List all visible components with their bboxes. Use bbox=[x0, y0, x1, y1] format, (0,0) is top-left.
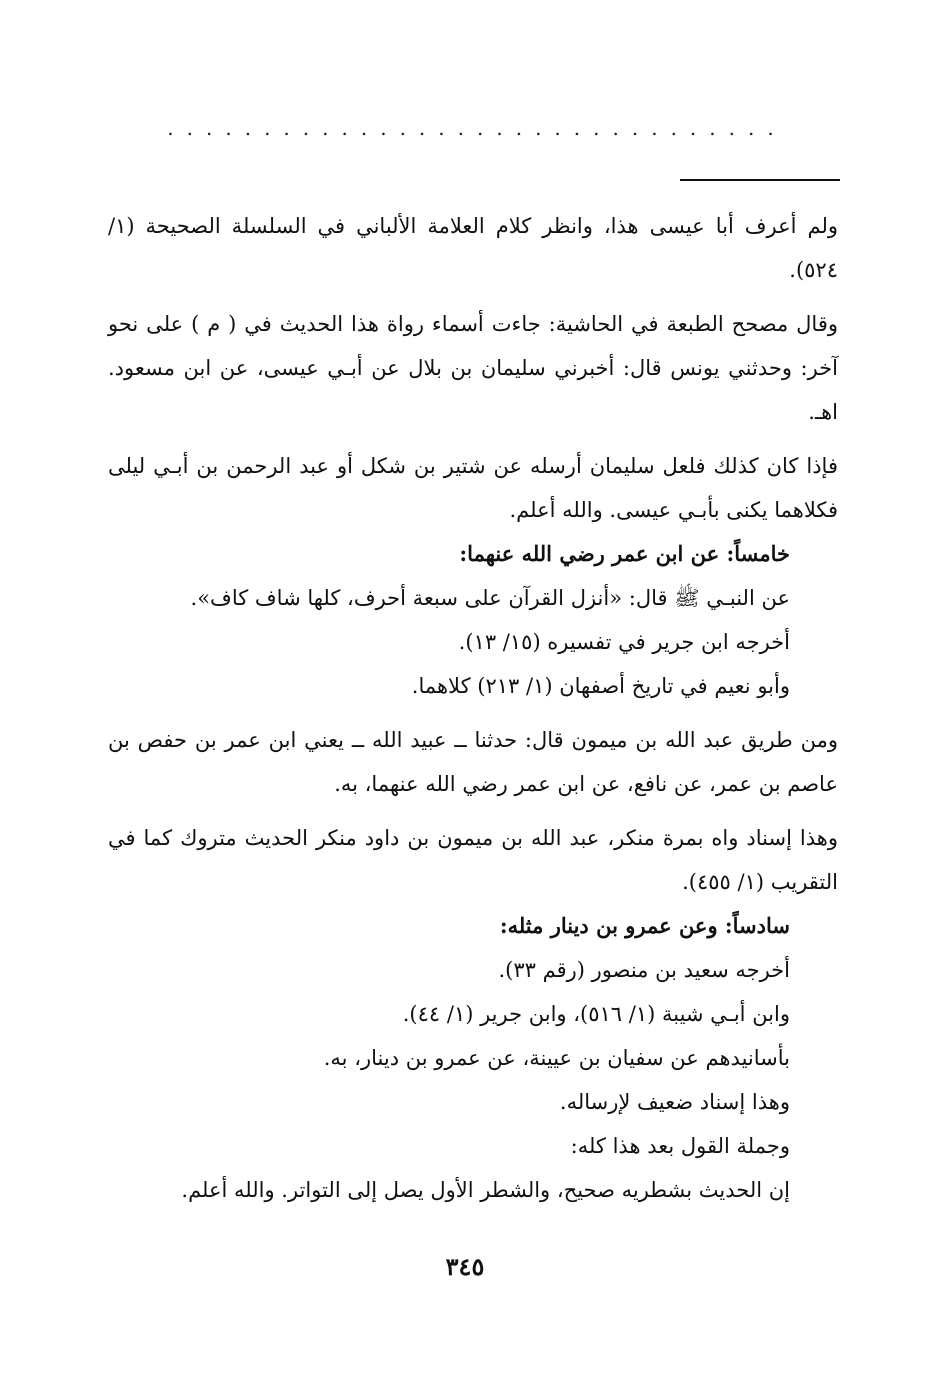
final-conclusion: إن الحديث بشطريه صحيح، والشطر الأول يصل إلى التواتر. والله أعلم. bbox=[181, 1178, 790, 1202]
asanid-sufyan: بأسانيدهم عن سفيان بن عيينة، عن عمرو بن دينار، به. bbox=[323, 1046, 790, 1070]
paragraph-sulayman-conclusion: فإذا كان كذلك فلعل سليمان أرسله عن شتير بن شكل أو عبد الرحمن بن أبـي ليلى فكلاهما يكنى بأبـي عيسى. والله أعلم. bbox=[108, 454, 838, 522]
summary-lead: وجملة القول بعد هذا كله: bbox=[570, 1134, 790, 1158]
heading-sixth: سادساً: وعن عمرو بن دينار مثله: bbox=[499, 913, 790, 938]
paragraph-isnad-grading: وهذا إسناد واه بمرة منكر، عبد الله بن ميمون بن داود منكر الحديث متروك كما في التقريب (١/ ٤٥٥). bbox=[108, 826, 838, 894]
paragraph-isnad-maymun: ومن طريق عبد الله بن ميمون قال: حدثنا ــ عبيد الله ــ يعني ابن عمر بن حفص بن عاصم بن عمر، عن نافع، عن ابن عمر رضي الله عنهما، به. bbox=[108, 728, 838, 796]
page-number: ٣٤٥ bbox=[445, 1252, 485, 1281]
dotted-separator: ................................ bbox=[167, 118, 787, 138]
takhrij-abu-nuaym: وأبو نعيم في تاريخ أصفهان (١/ ٢١٣) كلاهما. bbox=[411, 674, 790, 698]
footnote-rule bbox=[680, 179, 840, 181]
hadith-text: عن النبـي ﷺ قال: «أنزل القرآن على سبعة أحرف، كلها شاف كاف». bbox=[190, 586, 790, 610]
heading-fifth: خامساً: عن ابن عمر رضي الله عنهما: bbox=[459, 541, 790, 566]
takhrij-ibn-abi-shayba: وابن أبـي شيبة (١/ ٥١٦)، وابن جرير (١/ ٤٤). bbox=[402, 1002, 790, 1026]
takhrij-said-ibn-mansur: أخرجه سعيد بن منصور (رقم ٣٣). bbox=[498, 958, 790, 982]
paragraph-corrector-note: وقال مصحح الطبعة في الحاشية: جاءت أسماء رواة هذا الحديث في ( م ) على نحو آخر: وحدثني يونس قال: أخبرني سليمان بن بلال عن أبـي عيسى، عن ابن مسعود. اهـ. bbox=[108, 312, 839, 424]
paragraph-abu-isa: ولم أعرف أبا عيسى هذا، وانظر كلام العلامة الألباني في السلسلة الصحيحة (١/ ٥٢٤). bbox=[108, 214, 838, 282]
isnad-weak: وهذا إسناد ضعيف لإرساله. bbox=[559, 1090, 790, 1114]
page-body bbox=[108, 204, 838, 1212]
takhrij-ibn-jarir: أخرجه ابن جرير في تفسيره (١٥/ ١٣). bbox=[458, 630, 790, 654]
